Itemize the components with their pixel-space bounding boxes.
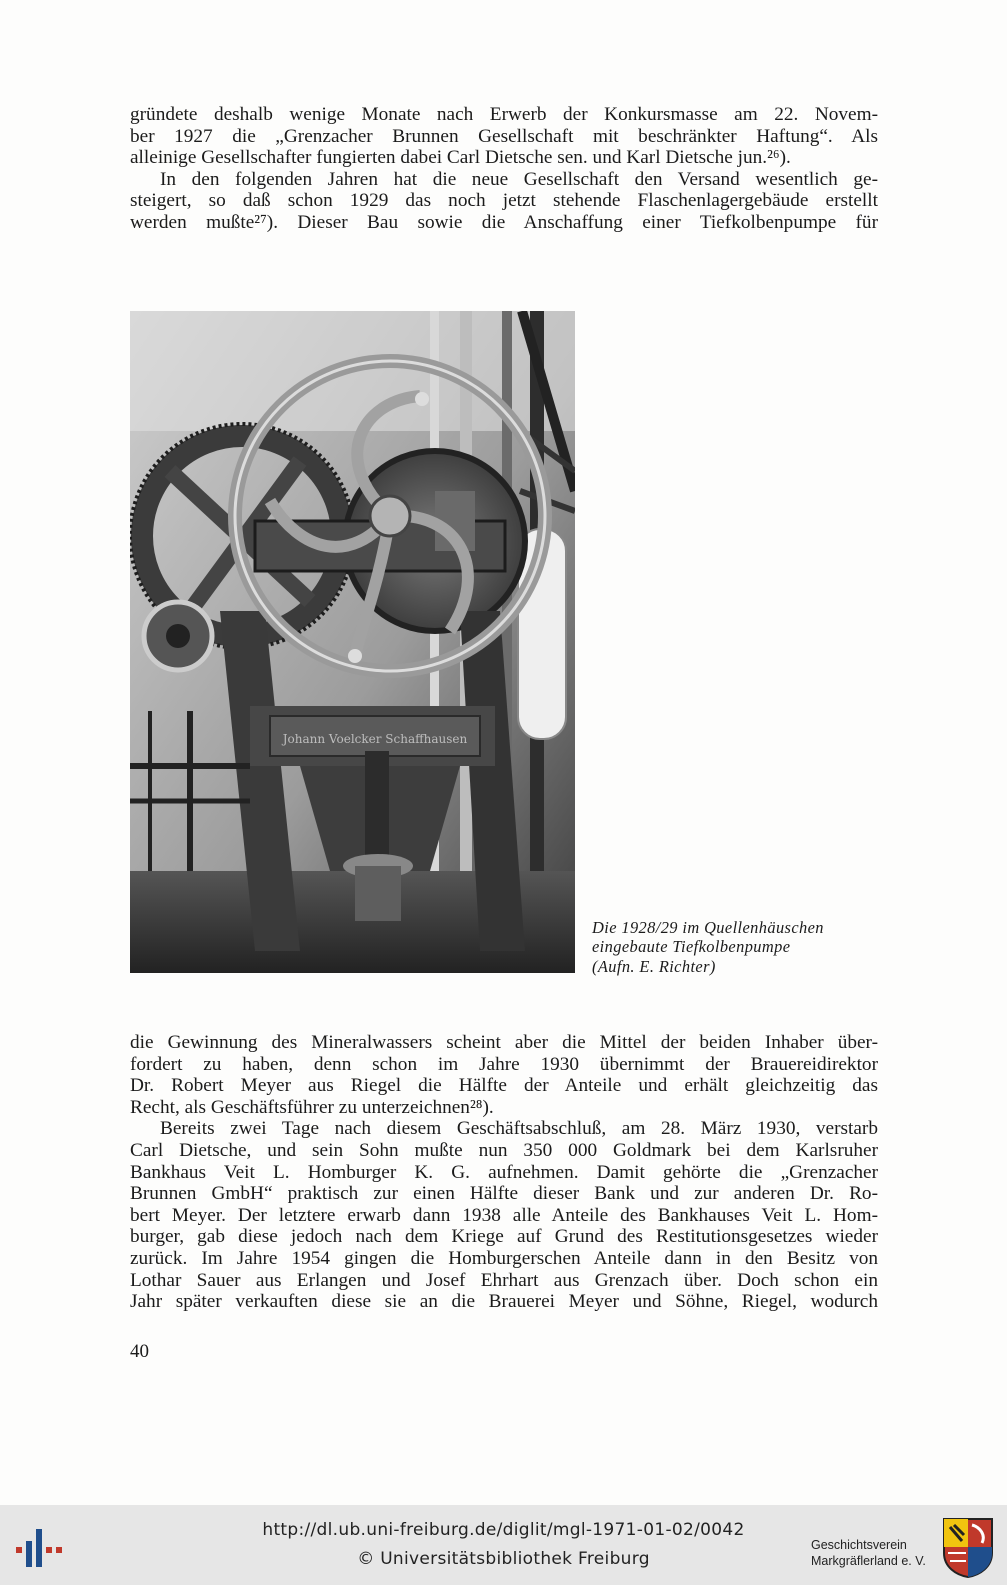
- text-line: burger, gab diese jedoch nach dem Kriege auf Grund des Restitutionsgesetzes wieder: [130, 1226, 878, 1248]
- pump-photograph: [130, 311, 575, 973]
- machine-plate-text: Johann Voelcker Schaffhausen: [282, 732, 468, 746]
- text-line: zurück. Im Jahre 1954 gingen die Homburgerschen Anteile dann in den Besitz von: [130, 1247, 878, 1269]
- paragraph-top: [130, 104, 878, 234]
- text-line: Carl Dietsche, und sein Sohn mußte nun 350 000 Goldmark bei dem Karlsruher: [130, 1139, 878, 1161]
- text-line: gründete deshalb wenige Monate nach Erwerb der Konkursmasse am 22. Novem-: [130, 104, 878, 125]
- text-line: bert Meyer. Der letztere erwarb dann 1938 alle Anteile des Bankhauses Veit L. Hom-: [130, 1204, 878, 1226]
- society-crest-icon: [942, 1517, 994, 1579]
- text-line: Recht, als Geschäftsführer zu unterzeichnen²⁸).: [130, 1096, 494, 1118]
- pump-photograph-drawing: [130, 311, 575, 973]
- page-number: 40: [130, 1341, 149, 1362]
- text-line: alleinige Gesellschafter fungierten dabei Carl Dietsche sen. und Karl Dietsche jun.²⁶).: [130, 147, 791, 169]
- text-line: Lothar Sauer aus Erlangen und Josef Ehrhart aus Grenzach über. Doch schon ein: [130, 1269, 878, 1291]
- society-name-line: Markgräflerland e. V.: [811, 1554, 926, 1568]
- text-line: Jahr später verkauften diese sie an die Brauerei Meyer und Söhne, Riegel, wodurch: [130, 1291, 878, 1313]
- text-line: steigert, so daß schon 1929 das noch jetzt stehende Flaschenlagergebäude erstellt: [130, 190, 878, 212]
- text-line: ber 1927 die „Grenzacher Brunnen Gesellschaft mit beschränkter Haftung“. Als: [130, 125, 878, 147]
- text-line: Dr. Robert Meyer aus Riegel die Hälfte der Anteile und erhält gleichzeitig das: [130, 1075, 878, 1097]
- society-name: [811, 1537, 926, 1569]
- text-line: fordert zu haben, denn schon im Jahre 1930 übernimmt der Brauereidirektor: [130, 1053, 878, 1075]
- paragraph-bottom: [130, 1032, 878, 1313]
- text-line: In den folgenden Jahren hat die neue Gesellschaft den Versand wesentlich ge-: [160, 168, 878, 190]
- caption-line: (Aufn. E. Richter): [592, 956, 716, 976]
- document-url[interactable]: http://dl.ub.uni-freiburg.de/diglit/mgl-1971-01-02/0042: [262, 1520, 745, 1540]
- caption-line: Die 1928/29 im Quellenhäuschen: [592, 918, 824, 937]
- text-line: Bereits zwei Tage nach diesem Geschäftsabschluß, am 28. März 1930, verstarb: [160, 1118, 878, 1140]
- footer-bar: [0, 1505, 1007, 1585]
- text-line: Brunnen GmbH“ praktisch zur einen Hälfte dieser Bank und zur anderen Dr. Ro-: [130, 1183, 878, 1205]
- text-line: werden mußte²⁷). Dieser Bau sowie die Anschaffung einer Tiefkolbenpumpe für: [130, 211, 878, 233]
- text-line: Bankhaus Veit L. Homburger K. G. aufnehmen. Damit gehörte die „Grenzacher: [130, 1161, 878, 1183]
- society-name-line: Geschichtsverein: [811, 1538, 907, 1552]
- copyright-notice: © Universitätsbibliothek Freiburg: [357, 1549, 650, 1569]
- text-line: die Gewinnung des Mineralwassers scheint aber die Mittel der beiden Inhaber über-: [130, 1032, 878, 1053]
- caption-line: eingebaute Tiefkolbenpumpe: [592, 937, 791, 957]
- photo-caption: [592, 918, 882, 976]
